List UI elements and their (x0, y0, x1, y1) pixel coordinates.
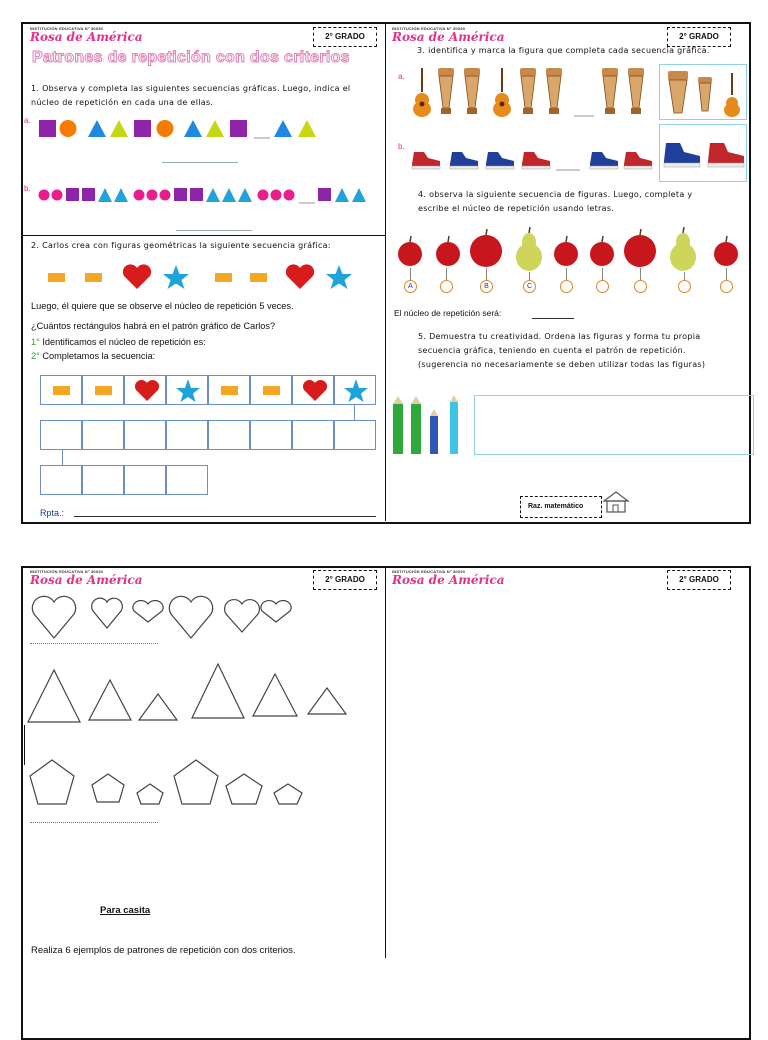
school-name: Rosa de América (30, 30, 143, 44)
hearts-row (30, 590, 300, 642)
letter-circle-7[interactable] (634, 280, 647, 293)
institution-label: INSTITUCIÓN EDUCATIVA N° 30030 (30, 26, 104, 31)
carlos-sequence (40, 262, 360, 294)
question-2-line-2: ¿Cuántos rectángulos habrá en el patrón gráfico de Carlos? (31, 321, 276, 331)
school-logo-right-2: INSTITUCIÓN EDUCATIVA N° 30030 Rosa de América (392, 569, 505, 587)
yellow-triangle (206, 120, 224, 137)
letter-circle-3[interactable]: B (480, 280, 493, 293)
sequence-a-shapes (36, 118, 326, 140)
question-1-text: 1. Observa y completa las siguientes secuencias gráficas. Luego, indica el núcleo de repetición en cada una de ellas. (31, 84, 351, 107)
purple-square (39, 120, 56, 137)
blue-triangle (274, 120, 292, 137)
sequence-a-label: a. (24, 116, 31, 125)
page-2-column-divider (385, 568, 386, 958)
letter-circle-1[interactable]: A (404, 280, 417, 293)
nucleus-answer-line[interactable] (532, 318, 574, 319)
question-5-text: 5. Demuestra tu creatividad. Ordena las figuras y forma tu propia secuencia gráfica, teniendo en cuenta el patrón de repetición. (sugerencia no necesariamente se deben utilizar todas las figuras) (418, 332, 706, 369)
school-logo-left-2: INSTITUCIÓN EDUCATIVA N° 30030 Rosa de América (30, 569, 143, 587)
hearts-answer-line (30, 643, 158, 644)
homework-text: Realiza 6 ejemplos de patrones de repetición con dos criterios. (31, 945, 296, 956)
question-3-text: 3. identifica y marca la figura que completa cada secuencia gráfica. (417, 46, 710, 55)
blue-triangle (184, 120, 202, 137)
nucleus-label: El núcleo de repetición será: (394, 308, 502, 318)
letter-circle-2[interactable] (440, 280, 453, 293)
step-1 (31, 336, 206, 349)
creativity-answer-box[interactable] (474, 395, 754, 455)
letter-circle-4[interactable]: C (523, 280, 536, 293)
school-logo-left (30, 27, 143, 43)
shoe-sequence (410, 146, 658, 172)
triangles-row (26, 662, 356, 724)
q3-label-b: b. (398, 142, 405, 151)
homework-title: Para casita (100, 905, 151, 916)
margin-line-left (24, 725, 25, 765)
letter-circle-5[interactable] (560, 280, 573, 293)
instrument-sequence (410, 64, 655, 120)
blue-triangle (88, 120, 106, 137)
step-1-number: 1° (31, 337, 40, 347)
page-title: Patrones de repetición con dos criterios (32, 49, 350, 66)
pentagons-row (28, 758, 308, 810)
orange-circle (157, 120, 174, 137)
letter-circle-8[interactable] (678, 280, 691, 293)
letter-circle-6[interactable] (596, 280, 609, 293)
question-2-line-1: Luego, él quiere que se observe el núcleo de repetición 5 veces. (31, 301, 294, 311)
pentagons-answer-line (30, 822, 158, 823)
purple-square (230, 120, 247, 137)
step-1-text: Identificamos el núcleo de repetición es: (42, 337, 206, 347)
q3-label-a: a. (398, 72, 405, 81)
grade-badge-left: 2° GRADO (313, 27, 377, 47)
sequence-b-shapes (38, 185, 374, 205)
answer-label: Rpta.: (40, 508, 65, 518)
step-2-text: Completamos la secuencia: (42, 351, 156, 361)
footer-label: Raz. matemático (528, 503, 584, 510)
page-1-column-divider (385, 24, 386, 521)
pencils-illustration (390, 394, 466, 456)
question-4-text: 4. observa la siguiente secuencia de figuras. Luego, completa y escribe el núcleo de repetición usando letras. (418, 190, 693, 213)
question-2-text: 2. Carlos crea con figuras geométricas la siguiente secuencia gráfica: (31, 241, 331, 250)
answer-line (74, 516, 376, 517)
grade-badge-right-2: 2° GRADO (667, 570, 731, 590)
house-icon (602, 490, 630, 514)
yellow-triangle (298, 120, 316, 137)
step-2 (31, 350, 155, 363)
school-logo-right: INSTITUCIÓN EDUCATIVA N° 30030 Rosa de América (392, 26, 505, 44)
grade-badge-left-2: 2° GRADO (313, 570, 377, 590)
section-separator (22, 235, 385, 236)
sequence-b-answer-line (176, 230, 252, 231)
q3-options-a[interactable] (659, 64, 747, 120)
orange-circle (60, 120, 77, 137)
purple-square (134, 120, 151, 137)
sequence-a-answer-line (162, 162, 238, 163)
step-2-number: 2° (31, 351, 40, 361)
grade-badge-right: 2° GRADO (667, 27, 731, 47)
sequence-b-label: b. (24, 184, 31, 193)
fruit-sequence (396, 227, 744, 277)
q3-options-b[interactable] (659, 124, 747, 182)
yellow-triangle (110, 120, 128, 137)
letter-circle-9[interactable] (720, 280, 733, 293)
